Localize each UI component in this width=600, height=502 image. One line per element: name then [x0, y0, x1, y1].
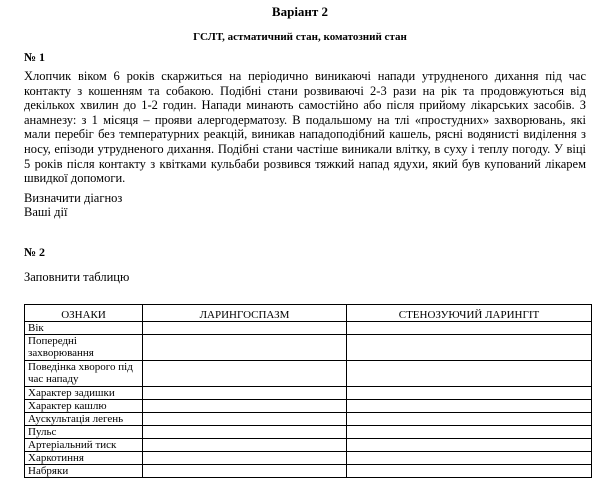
row-label: Аускультація легень: [25, 413, 143, 426]
table-cell[interactable]: [347, 426, 592, 439]
table-row: [25, 387, 592, 400]
table-cell[interactable]: [143, 465, 347, 478]
table-row: [25, 439, 592, 452]
table-row: [25, 426, 592, 439]
task2-instruction: Заповнити таблицю: [24, 270, 130, 284]
table-cell[interactable]: [347, 452, 592, 465]
comparison-table: [24, 304, 592, 478]
row-label: Характер задишки: [25, 387, 143, 400]
row-label: Набряки: [25, 465, 143, 478]
table-cell[interactable]: [347, 465, 592, 478]
table-cell[interactable]: [143, 400, 347, 413]
table-cell[interactable]: [347, 361, 592, 387]
table-cell[interactable]: [347, 387, 592, 400]
task1-text: Хлопчик віком 6 років скаржиться на періодично виникаючі напади утрудненого дихання під час контакту з кошенням та собакою. Подібні стани розвиваючі 2-3 рази на рік та продовжуються від декількох хвилин до 1-2 годин. Напади минають самостійно або після прийому лікарських засобів. З анамнезу: з 1 місяця – прояви алергодерматозу. В подальшому на тлі «простудних» захворювань, які мали перебіг без температурних реакцій, виникав нападоподібний кашель, рясні водянисті виділення з носу, епізоди утрудненого дихання. Подібні стани частіше виникали влітку, в суху і теплу погоду. У віці 5 років після контакту з квітками кульбаби розвився тяжкий напад ядухи, який був купований лікарем швидкої допомоги.: [24, 69, 586, 186]
table-cell[interactable]: [347, 439, 592, 452]
table-row: [25, 322, 592, 335]
table-cell[interactable]: [143, 413, 347, 426]
row-label: Вік: [25, 322, 143, 335]
table-cell[interactable]: [143, 322, 347, 335]
table-cell[interactable]: [347, 322, 592, 335]
task1-number: № 1: [24, 50, 46, 64]
header-stenosing-laryngitis: СТЕНОЗУЮЧИЙ ЛАРИНГІТ: [347, 305, 592, 322]
table-row: [25, 452, 592, 465]
table-cell[interactable]: [143, 452, 347, 465]
header-signs: ОЗНАКИ: [25, 305, 143, 322]
table-cell[interactable]: [143, 426, 347, 439]
task1-question-actions: Ваші дії: [24, 205, 68, 219]
table-cell[interactable]: [143, 439, 347, 452]
topic-title: ГСЛТ, астматичний стан, коматозний стан: [193, 31, 407, 43]
row-label: Характер кашлю: [25, 400, 143, 413]
table-row: [25, 361, 592, 387]
table-row: [25, 413, 592, 426]
table-row: [25, 335, 592, 361]
table-row: [25, 465, 592, 478]
row-label: Харкотиння: [25, 452, 143, 465]
variant-title: Варіант 2: [271, 4, 329, 19]
table-cell[interactable]: [347, 413, 592, 426]
task2-number: № 2: [24, 245, 46, 259]
row-label: Пульс: [25, 426, 143, 439]
row-label: Попередні захворювання: [25, 335, 143, 361]
row-label: Поведінка хворого під час нападу: [25, 361, 143, 387]
table-cell[interactable]: [143, 335, 347, 361]
table-cell[interactable]: [347, 335, 592, 361]
table-cell[interactable]: [347, 400, 592, 413]
table-cell[interactable]: [143, 361, 347, 387]
table-cell[interactable]: [143, 387, 347, 400]
table-row: [25, 400, 592, 413]
row-label: Артеріальний тиск: [25, 439, 143, 452]
task1-question-diagnosis: Визначити діагноз: [24, 191, 123, 205]
header-laryngospasm: ЛАРИНГОСПАЗМ: [143, 305, 347, 322]
